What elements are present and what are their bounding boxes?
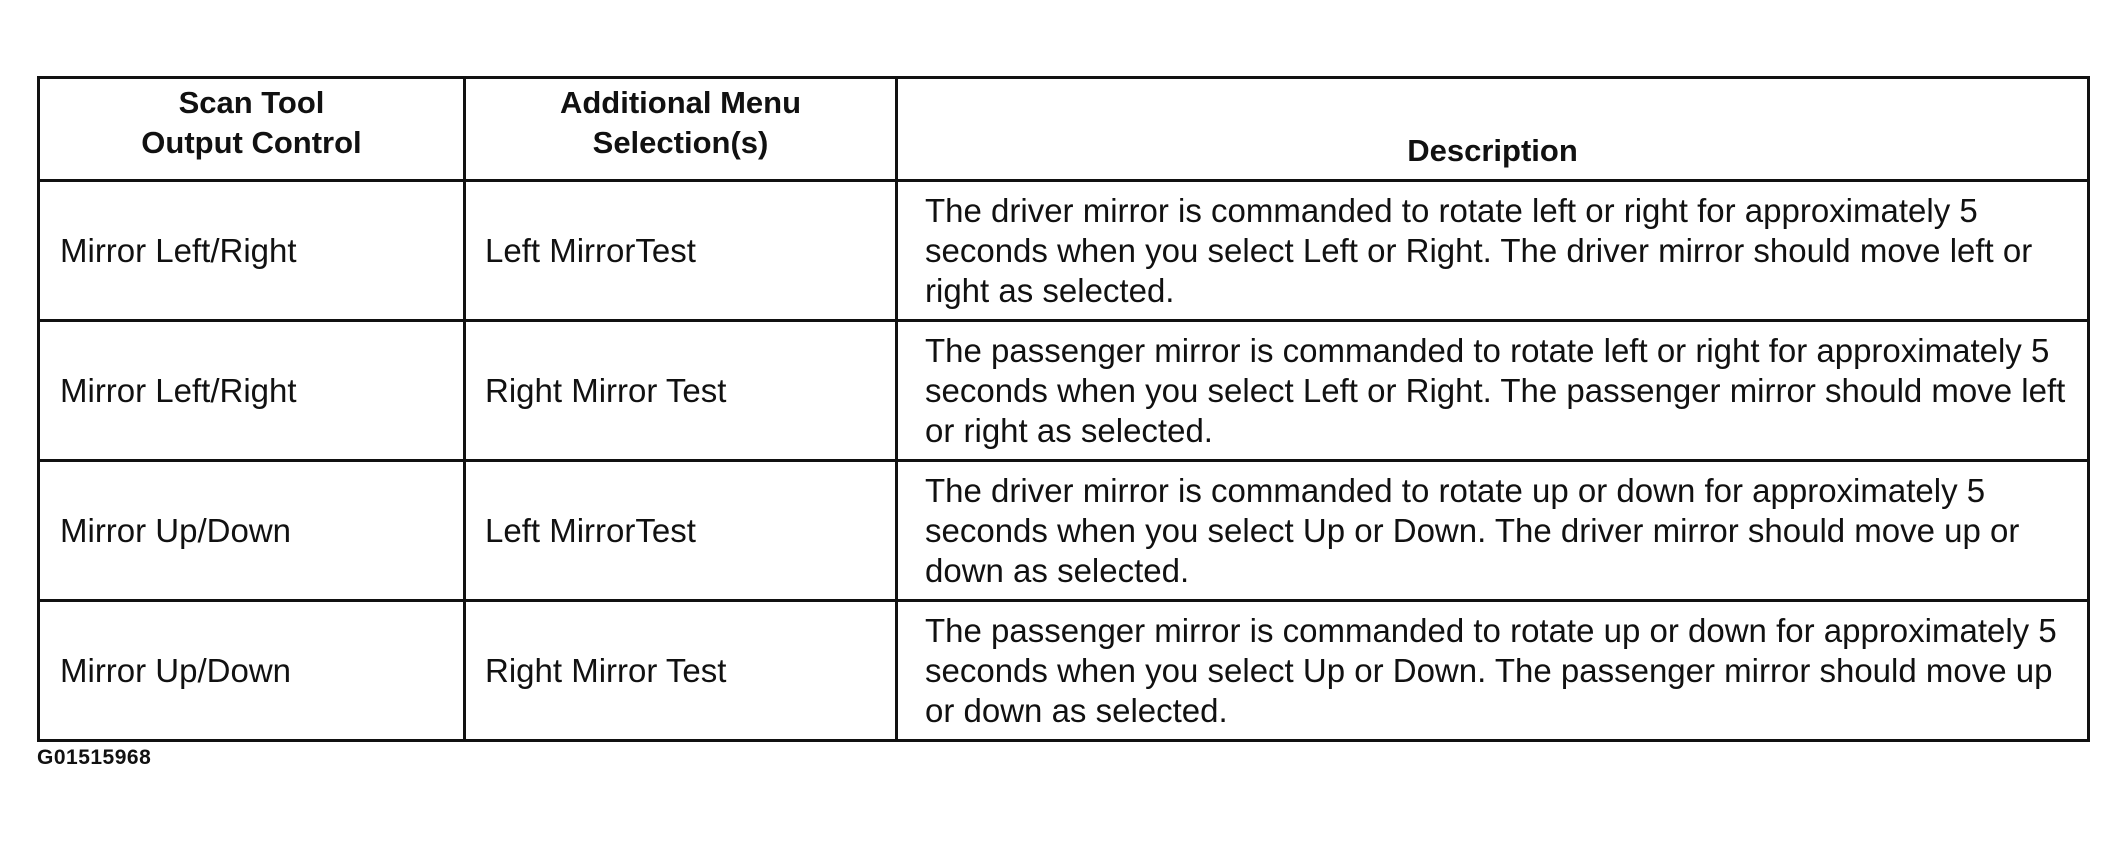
output-control-cell: Mirror Up/Down	[39, 461, 465, 601]
output-control-cell: Mirror Left/Right	[39, 321, 465, 461]
menu-selection-cell: Left MirrorTest	[465, 181, 897, 321]
output-control-table-container	[37, 76, 2087, 742]
description-cell: The driver mirror is commanded to rotate up or down for approximately 5 seconds when you select Up or Down. The driver mirror should move up or down as selected.	[897, 461, 2089, 601]
description-cell: The passenger mirror is commanded to rotate left or right for approximately 5 seconds when you select Left or Right. The passenger mirror should move left or right as selected.	[897, 321, 2089, 461]
figure-id: G01515968	[37, 746, 152, 769]
header-line: Output Control	[141, 125, 362, 160]
description-cell: The driver mirror is commanded to rotate left or right for approximately 5 seconds when you select Left or Right. The driver mirror should move left or right as selected.	[897, 181, 2089, 321]
table-row	[39, 461, 2089, 601]
output-control-cell: Mirror Up/Down	[39, 601, 465, 741]
table-body	[39, 181, 2089, 741]
menu-selection-cell: Right Mirror Test	[465, 601, 897, 741]
header-scan-tool-output-control	[39, 78, 465, 181]
table-row	[39, 601, 2089, 741]
menu-selection-cell: Right Mirror Test	[465, 321, 897, 461]
header-line: Additional Menu	[559, 85, 802, 120]
header-line: Selection(s)	[592, 125, 769, 160]
header-line: Scan Tool	[178, 85, 325, 120]
table-row	[39, 181, 2089, 321]
output-control-table	[37, 76, 2090, 742]
output-control-cell: Mirror Left/Right	[39, 181, 465, 321]
menu-selection-cell: Left MirrorTest	[465, 461, 897, 601]
table-row	[39, 321, 2089, 461]
header-row	[39, 78, 2089, 181]
header-additional-menu-selections	[465, 78, 897, 181]
table-header	[39, 78, 2089, 181]
description-cell: The passenger mirror is commanded to rotate up or down for approximately 5 seconds when you select Up or Down. The passenger mirror should move up or down as selected.	[897, 601, 2089, 741]
header-description: Description	[897, 78, 2089, 181]
